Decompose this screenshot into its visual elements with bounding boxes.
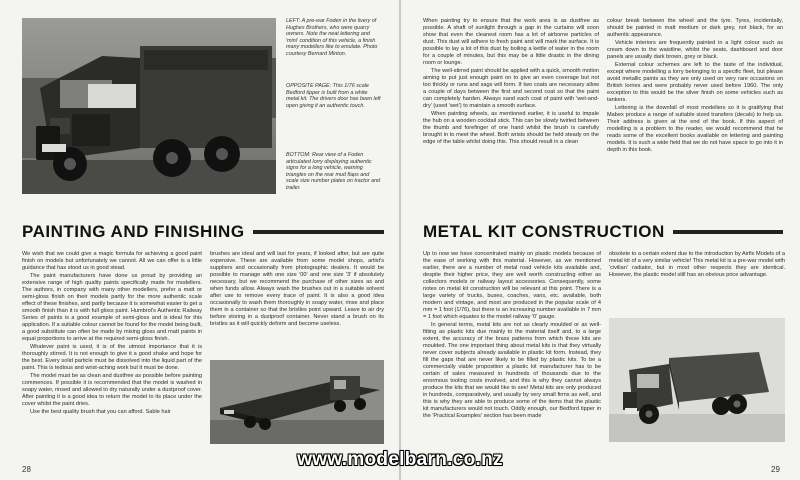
paragraph: Lettering is the downfall of most modellers so it is gratifying that Mabex produce a range of suitable sized transfers (decals) to help us. Their address is given at the end of the book. If this aspect of modelling is a problem to the reader, we would recommend that he reads some of the excellent books available on lettering and painting models. It is such a wide field that we do not have space to go into it in depth in this book. (607, 105, 783, 153)
right-page (401, 0, 800, 480)
paragraph: colour break between the wheel and the tyre. Tyres, incidentally, should be painted in matt medium or dark grey, not black, for an authentic appearance. (607, 18, 783, 38)
paragraph: Vehicle interiors are frequently painted in a light colour such as cream down to the waistline, whilst the seats, dashboard and door panels are usually dark brown, grey or black. (607, 40, 783, 60)
heading-rule (673, 230, 783, 234)
photo-foden-rear-view (210, 360, 384, 444)
top-column-1 (423, 18, 599, 147)
left-page (0, 0, 399, 480)
paragraph: Up to now we have concentrated mainly on plastic models because of the ease of working with this material. However, as we mentioned earlier, there are a number of metal road vehicle kits available and, despite their higher price, they are well worth constructing either as collectors models or railway layout accessories. Consequently, some notes on metal kit construction will be relevant at this point. There is a large variety of trucks, buses, coaches, vans, etc. available, both modern and vintage, and most are produced in the popular scale of 4 mm = 1 foot (1/76), but there is an increasing number available in 7 mm = 1 foot which equates to the model railway '0' gauge. (423, 251, 601, 320)
section-heading: METAL KIT CONSTRUCTION (423, 222, 665, 241)
heading-row-left (22, 219, 384, 245)
watermark-url: www.modelbarn.co.nz (297, 449, 503, 470)
paragraph: Use the best quality brush that you can afford. Sable hair (30, 409, 171, 415)
paragraph: When painting try to ensure that the work area is as dustfree as possible. A shaft of sunlight through a gap in the curtains will soon show that even the cleanest room has a lot of airborne particles of dust. This dust will adhere to fresh paint and will mark the surface. It is possible to lay a lot of this dust by boiling a kettle of water in the room for a couple of minutes, but this may be a little drastic in the dining room or lounge. (423, 18, 599, 66)
caption-opposite-page: OPPOSITE PAGE: This 1/76 scale Bedford tipper is built from a white metal kit. The drivers door has been left open giving it an authentic touch. (286, 83, 381, 109)
paragraph: When painting wheels, as mentioned earlier, it is useful to impale the hub on a wooden cocktail stick. This can be slowly twirled between the thumb and forefinger of one hand whilst the brush is carefully brought in to meet the wheel. Both wrists should be held steady on the edge of the table whilst doing this. This should result in a clean (423, 111, 599, 145)
body-column-2 (609, 251, 785, 280)
foden-lorry-photo-image (22, 18, 276, 194)
caption-left: LEFT: A pre-war Foden in the livery of Hughes Brothers, who were quarry owners. Note the neat lettering and 'mini' condition of this vehicle, a finish many modellers like to emulate. Photo courtesy Bernard Minton. (286, 18, 378, 57)
paragraph: External colour schemes are left to the taste of the individual, except where modelling a lorry belonging to a specific fleet, but please avoid metallic paints as they are only used on very rare occasions on British lorries and were probably never used before 1960. The only exception to this would be the silver finish on some vehicles such as tankers. (607, 62, 783, 103)
heading-row-right (423, 219, 783, 245)
top-column-2 (607, 18, 783, 155)
paragraph: The model must be as clean and dustfree as possible before painting commences. If possible it is recommended that the model is washed in soapy water, rinsed and allowed to dry naturally under a dustproof cover. After painting it is a good idea to return the model to its place under the cover whilst the paint dries. (22, 373, 202, 407)
paragraph: We wish that we could give a magic formula for achieving a good paint finish on models but unfortunately we cannot. All we can offer is a little guidance that has stood us in good stead. (22, 251, 202, 271)
photo-bedford-tipper (609, 318, 785, 442)
page-number-left: 28 (22, 465, 31, 474)
heading-rule (253, 230, 384, 234)
section-heading: PAINTING AND FINISHING (22, 222, 245, 241)
paragraph: The well-stirred paint should be applied with a quick, smooth motion aiming to put just enough paint on to give an even coverage but not too thickly or runs and sags will form. If two coats are necessary allow a couple of days between the first and second coat so that the paint can completely harden. Always sand each coat of paint with 'wet-and-dry' (used 'wet') to maintain a smooth surface. (423, 68, 599, 109)
body-column-1 (423, 251, 601, 421)
paragraph: obsolete to a certain extent due to the introduction by Airfix Models of a metal kit of a very similar vehicle! This metal kit is a pre-war model with 'civilian' radiator, but in most other respects they are identical. However, the plastic model still has an obvious price advantage. (609, 251, 785, 278)
page-number-right: 29 (771, 465, 780, 474)
body-column-1 (22, 251, 202, 417)
caption-bottom: BOTTOM: Rear view of a Foden articulated lorry displaying authentic signs for a long vehicle, warning triangles on the rear mud flaps and scale size number plates on tractor and trailer. (286, 152, 381, 191)
foden-rear-photo-image (210, 360, 384, 444)
bedford-tipper-photo-image (609, 318, 785, 442)
body-column-2 (210, 251, 384, 329)
photo-foden-lorry (22, 18, 276, 194)
paragraph: The paint manufacturers have done us proud by providing an extensive range of high quality paints specifically made for modellers. The authors, in company with many other modellers, prefer a matt or semi-gloss finish on their models partly for the more authentic scale effect of these finishes, and partly because it is somewhat easier to get a smooth finish than it is with full gloss paint. Humbrol's Authentic Railway Series of paints is a good example of semi-gloss and is ideal for this application. If a suitable colour cannot be found for the model being built, a good substitute can often be made by mixing gloss and matt paints in equal proportions to arrive at the required semi-gloss finish. (22, 273, 202, 342)
paragraph: In general terms, metal kits are not as clearly moulded or as well-fitting as plastic kits due mainly to the material itself and, to a large extent, the accuracy of the brass patterns from which these kits are moulded. The one important thing about metal kits is that they virtually never cover subjects already available in plastic kit form. Instead, they fill the gaps that are never likely to be filled by plastic kits. To be a commercially viable proposition a plastic kit manufacturer has to be certain of sales measured in hundreds of thousands due to the enormous tooling costs involved, and this is why they cannot always produce the kits that we would like to see! Metal kits are only produced in hundreds, comparatively, and usually by very small firms as well, and this is why they are able to produce some of the items that the plastic kit manufacturers would not touch. Oddly enough, our Bedford tipper in the 'Practical Examples' section has been made (423, 322, 601, 419)
paragraph: Whatever paint is used, it is of the utmost importance that it is thoroughly stirred. It is not enough to give it a good shake and hope for the best. Every solid particle must be dissolved into the liquid part of the paint. This is tedious and wrist-aching work but it must be done. (22, 344, 202, 371)
paragraph: brushes are ideal and will last for years, if looked after, but are quite expensive. These are available from some model shops, artist's suppliers and occasionally from photographic dealers. It would be possible to manage with one size '00' and one size '3' if absolutely necessary, but we recommend the purchase of other sizes as and when funds allow. Always wash the brushes out in a suitable solvent after use to remove every trace of paint. It is also a good idea occasionally to wash them thoroughly in soapy water, rinse and place them in a container so that the bristles point upward. Leave to air dry before storing in a dustproof container. Never stand a brush on its bristles as it will quickly deform and become useless. (210, 251, 384, 327)
